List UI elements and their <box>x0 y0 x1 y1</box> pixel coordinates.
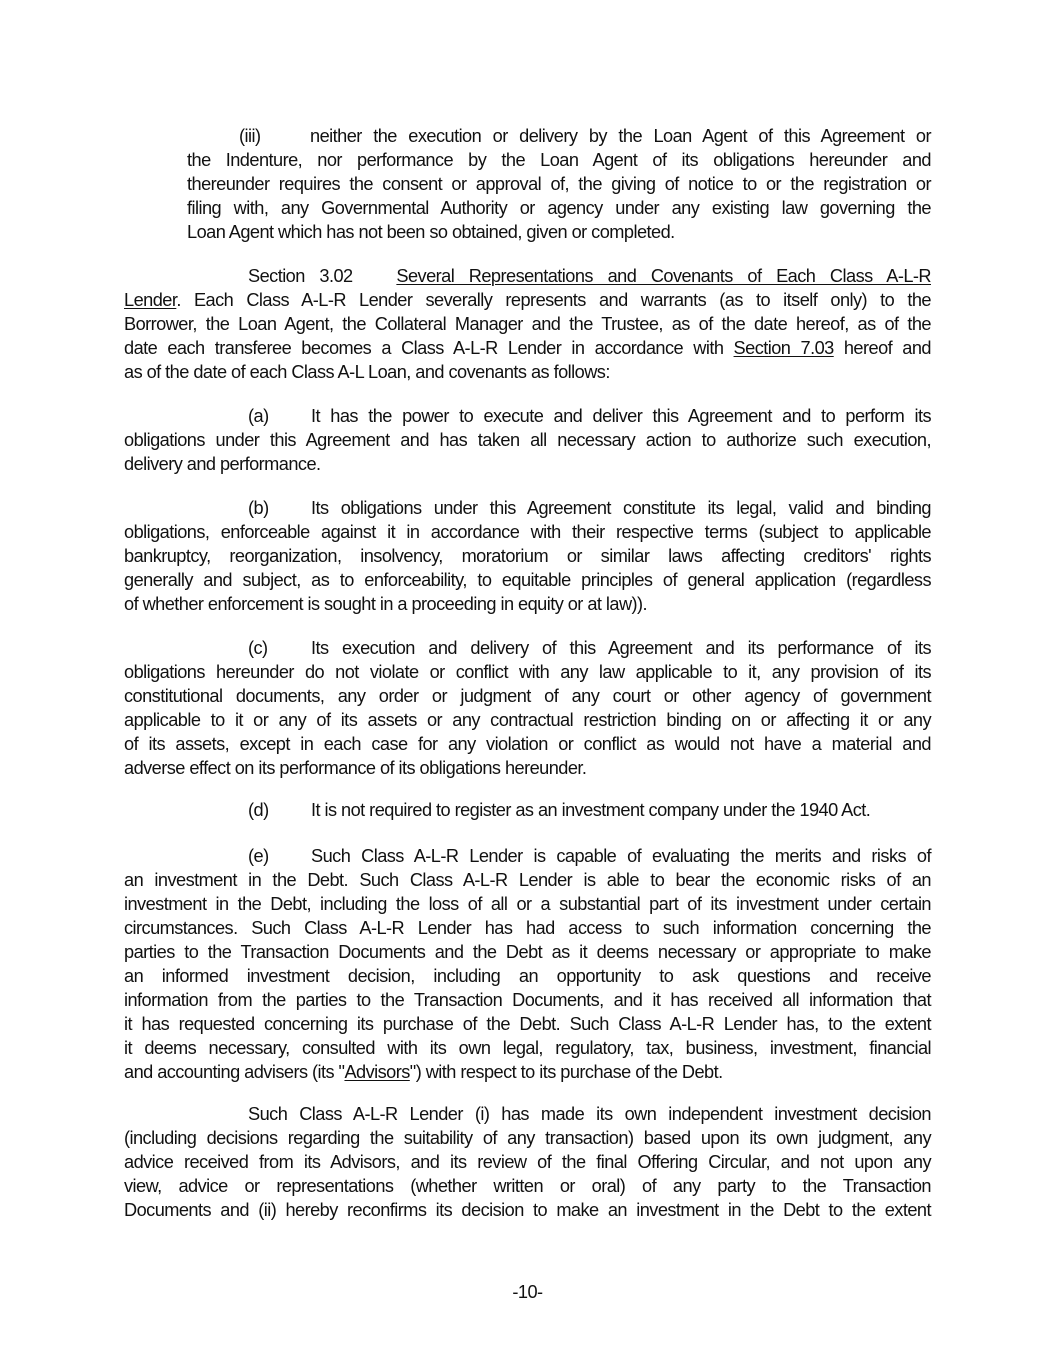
paragraph-line: delivery and performance. <box>124 454 321 474</box>
paragraph-line: investment in the Debt, including the loss of all or a substantial part of its investment under certain <box>124 894 931 914</box>
clause-b <box>124 496 931 616</box>
section-heading-line <box>124 264 931 288</box>
paragraph-line: circumstances. Such Class A-L-R Lender has had access to such information concerning the <box>124 918 931 938</box>
paragraph-line: Documents and (ii) hereby reconfirms its decision to make an investment in the Debt to the extent <box>124 1200 931 1220</box>
paragraph-line: the Indenture, nor performance by the Loan Agent of its obligations hereunder and <box>187 150 931 170</box>
paragraph-line <box>124 404 931 428</box>
section-number: Section 3.02 <box>248 266 353 286</box>
page-number: -10- <box>512 1282 543 1302</box>
paragraph-line: generally and subject, as to enforceability, to equitable principles of general application (regardless <box>124 570 931 590</box>
line-text: hereof and <box>833 338 931 358</box>
paragraph-continuation <box>124 1102 931 1222</box>
section-heading: Several Representations and Covenants of Each Class A-L-R <box>396 266 931 286</box>
clause-label: (b) <box>248 498 269 518</box>
line-text: . Each Class A-L-R Lender severally represents and warrants (as to itself only) to the <box>176 290 931 310</box>
line-text: ") with respect to its purchase of the Debt. <box>409 1062 723 1082</box>
line-text: It is not required to register as an investment company under the 1940 Act. <box>311 800 871 820</box>
paragraph-line: it has requested concerning its purchase of the Debt. Such Class A-L-R Lender has, to the extent <box>124 1014 931 1034</box>
section-7-03-reference[interactable]: Section 7.03 <box>733 338 834 358</box>
paragraph-line <box>124 844 931 868</box>
paragraph-line: of its assets, except in each case for any violation or conflict as would not have a material and <box>124 734 931 754</box>
paragraph-line <box>124 496 931 520</box>
paragraph-line: of whether enforcement is sought in a proceeding in equity or at law)). <box>124 594 648 614</box>
paragraph-line: parties to the Transaction Documents and the Debt as it deems necessary or appropriate to make <box>124 942 931 962</box>
paragraph-line: information from the parties to the Transaction Documents, and it has received all information that <box>124 990 931 1010</box>
clause-label: (d) <box>248 800 269 820</box>
line-text: Such Class A-L-R Lender is capable of evaluating the merits and risks of <box>311 846 931 866</box>
paragraph-line <box>124 1102 931 1126</box>
paragraph-line: obligations hereunder do not violate or conflict with any law applicable to it, any provision of its <box>124 662 931 682</box>
clause-label: (iii) <box>239 126 261 146</box>
line-text: date each transferee becomes a Class A-L-R Lender in accordance with <box>124 338 734 358</box>
paragraph-line: Borrower, the Loan Agent, the Collateral Manager and the Trustee, as of the date hereof, as of the <box>124 314 931 334</box>
paragraph-line: thereunder requires the consent or approval of, the giving of notice to or the registration or <box>187 174 931 194</box>
paragraph-line: obligations under this Agreement and has taken all necessary action to authorize such execution, <box>124 430 931 450</box>
paragraph-line <box>124 798 931 822</box>
clause-label: (c) <box>248 638 268 658</box>
paragraph-line: Loan Agent which has not been so obtained, given or completed. <box>187 222 675 242</box>
paragraph-iii <box>187 124 931 244</box>
paragraph-line <box>124 336 931 360</box>
paragraph-line: adverse effect on its performance of its obligations hereunder. <box>124 758 587 778</box>
clause-a <box>124 404 931 476</box>
paragraph-line: advice received from its Advisors, and its review of the final Offering Circular, and not upon any <box>124 1152 931 1172</box>
clause-label: (a) <box>248 406 269 426</box>
paragraph-line: obligations, enforceable against it in accordance with their respective terms (subject to applicable <box>124 522 931 542</box>
paragraph-line: an informed investment decision, including an opportunity to ask questions and receive <box>124 966 931 986</box>
line-text: Its obligations under this Agreement constitute its legal, valid and binding <box>311 498 931 518</box>
line-text: It has the power to execute and deliver this Agreement and to perform its <box>311 406 931 426</box>
paragraph-line: filing with, any Governmental Authority or agency under any existing law governing the <box>187 198 931 218</box>
paragraph-line: view, advice or representations (whether written or oral) of any party to the Transaction <box>124 1176 931 1196</box>
section-3-02 <box>124 264 931 384</box>
line-text: neither the execution or delivery by the Loan Agent of this Agreement or <box>310 126 931 146</box>
paragraph-line: constitutional documents, any order or judgment of any court or other agency of government <box>124 686 931 706</box>
paragraph-line: (including decisions regarding the suitability of any transaction) based upon its own judgment, any <box>124 1128 931 1148</box>
clause-e <box>124 844 931 1084</box>
line-text: and accounting advisers (its " <box>124 1062 345 1082</box>
clause-label: (e) <box>248 846 269 866</box>
clause-d <box>124 798 931 822</box>
defined-term-advisors: Advisors <box>344 1062 410 1082</box>
line-text: Such Class A-L-R Lender (i) has made its own independent investment decision <box>248 1104 931 1124</box>
clause-c <box>124 636 931 780</box>
paragraph-line <box>124 288 931 312</box>
paragraph-line <box>124 1060 931 1084</box>
paragraph-line: as of the date of each Class A-L Loan, and covenants as follows: <box>124 362 610 382</box>
paragraph-line: an investment in the Debt. Such Class A-L-R Lender is able to bear the economic risks of an <box>124 870 931 890</box>
section-heading-continued: Lender <box>124 290 177 310</box>
paragraph-line: applicable to it or any of its assets or any contractual restriction binding on or affecting it or any <box>124 710 931 730</box>
paragraph-line <box>187 124 931 148</box>
line-text: Its execution and delivery of this Agreement and its performance of its <box>311 638 931 658</box>
paragraph-line: bankruptcy, reorganization, insolvency, moratorium or similar laws affecting creditors' rights <box>124 546 931 566</box>
paragraph-line: it deems necessary, consulted with its own legal, regulatory, tax, business, investment, financial <box>124 1038 931 1058</box>
paragraph-line <box>124 636 931 660</box>
